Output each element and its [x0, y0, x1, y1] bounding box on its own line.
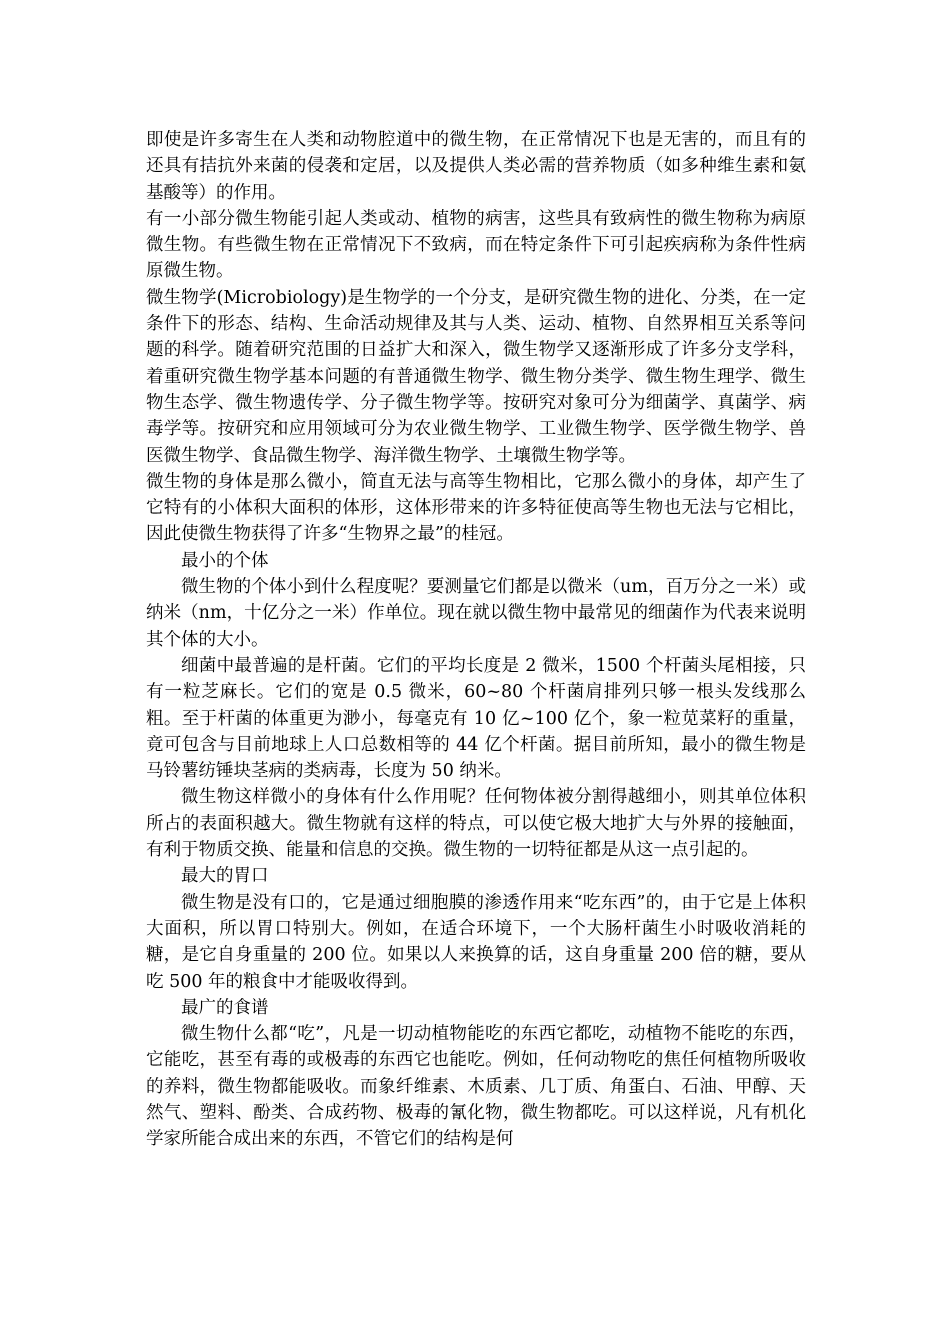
paragraph-microbiology-definition: 微生物学(Microbiology)是生物学的一个分支，是研究微生物的进化、分类，在一定条件下的形态、结构、生命活动规律及其与人类、运动、植物、自然界相互关系等问题的科学。随着研究范围的日益扩大和深入，微生物学又逐渐形成了许多分支学科，着重研究微生物学基本问题的有普通微生物学、微生物分类学、微生物生理学、微生物生态学、微生物遗传学、分子微生物学等。按研究对象可分为细菌学、真菌学、病毒学等。按研究和应用领域可分为农业微生物学、工业微生物学、医学微生物学、兽医微生物学、食品微生物学、海洋微生物学、土壤微生物学等。 — [146, 287, 806, 466]
paragraph-microbe-body-size: 微生物的身体是那么微小，简直无法与高等生物相比，它那么微小的身体，却产生了它特有的小体积大面积的体形，这体形带来的许多特征使高等生物也无法与它相比，因此使微生物获得了许多“生物界之最”的桂冠。 — [146, 471, 806, 545]
paragraph-commensal-microbes: 即使是许多寄生在人类和动物腔道中的微生物，在正常情况下也是无害的，而且有的还具有拮抗外来菌的侵袭和定居，以及提供人类必需的营养物质（如多种维生素和氨基酸等）的作用。 — [146, 130, 806, 203]
section-heading-largest-appetite: 最大的胃口 — [181, 866, 269, 887]
paragraph-diet: 微生物什么都“吃”，凡是一切动植物能吃的东西它都吃，动植物不能吃的东西，它能吃，甚至有毒的或极毒的东西它也能吃。例如，任何动物吃的焦任何植物所吸收的养料，微生物都能吸收。而象纤维素、木质素、几丁质、角蛋白、石油、甲醇、天然气、塑料、酚类、合成药物、极毒的氰化物，微生物都吃。可以这样说，凡有机化学家所能合成出来的东西，不管它们的结构是何 — [146, 1024, 806, 1150]
section-heading-smallest-individual: 最小的个体 — [181, 550, 269, 571]
paragraph-pathogenic-microbes: 有一小部分微生物能引起人类或动、植物的病害，这些具有致病性的微生物称为病原微生物。有些微生物在正常情况下不致病，而在特定条件下可引起疾病称为条件性病原微生物。 — [146, 208, 806, 282]
paragraph-surface-area: 微生物这样微小的身体有什么作用呢？任何物体被分割得越细小，则其单位体积所占的表面积越大。微生物就有这样的特点，可以使它极大地扩大与外界的接触面，有利于物质交换、能量和信息的交换。微生物的一切特征都是从这一点引起的。 — [146, 787, 806, 861]
paragraph-appetite: 微生物是没有口的，它是通过细胞膜的渗透作用来“吃东西”的，由于它是上体积大面积，所以胃口特别大。例如，在适合环境下，一个大肠杆菌生小时吸收消耗的糖，是它自身重量的 200 位。如果以人来换算的话，这自身重量 200 倍的糖，要从吃 500 年的粮食中才能吸收得到。 — [146, 892, 806, 992]
paragraph-measurement-units: 微生物的个体小到什么程度呢？要测量它们都是以微米（um，百万分之一米）或纳米（nm，十亿分之一米）作单位。现在就以微生物中最常见的细菌作为代表来说明其个体的大小。 — [146, 577, 806, 650]
section-heading-widest-diet: 最广的食谱 — [181, 997, 269, 1018]
document-page — [146, 127, 806, 1153]
paragraph-bacilli-size: 细菌中最普遍的是杆菌。它们的平均长度是 2 微米，1500 个杆菌头尾相接，只有一粒芝麻长。它们的宽是 0.5 微米，60~80 个杆菌肩排列只够一根头发线那么粗。至于杆菌的体重更为渺小，每毫克有 10 亿~100 亿个，象一粒苋菜籽的重量，竟可包含与目前地球上人口总数相等的 44 亿个杆菌。据目前所知，最小的微生物是马铃薯纺锤块茎病的类病毒，长度为 50 纳米。 — [146, 655, 806, 782]
